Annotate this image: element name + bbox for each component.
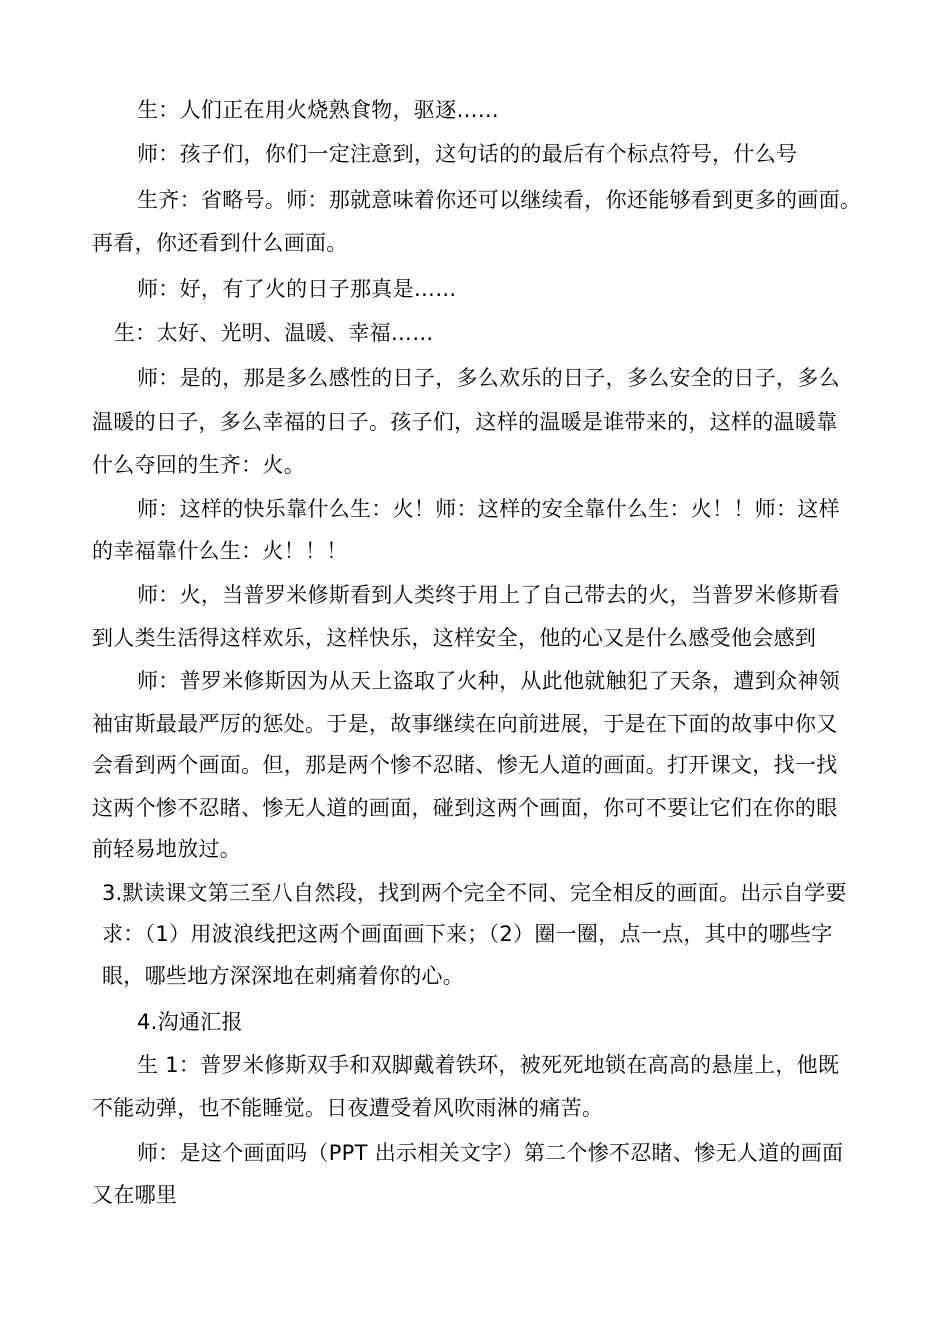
text-line: 师：普罗米修斯因为从天上盗取了火种，从此他就触犯了天条，遭到众神领 [137, 669, 840, 693]
text-line: 师：孩子们，你们一定注意到，这句话的的最后有个标点符号，什么号 [137, 142, 798, 166]
text-line: 袖宙斯最最严厉的惩处。于是，故事继续在向前进展，于是在下面的故事中你又 [92, 712, 838, 736]
text-line: 的幸福靠什么生：火！！！ [92, 539, 348, 563]
text-line: 师：是的，那是多么感性的日子，多么欢乐的日子，多么安全的日子，多么 [137, 366, 840, 390]
text-line: 什么夺回的生齐：火。 [92, 453, 305, 477]
text-line: 4.沟通汇报 [137, 1010, 243, 1034]
text-line: 到人类生活得这样欢乐，这样快乐，这样安全，他的心又是什么感受他会感到 [92, 626, 817, 650]
text-line: 会看到两个画面。但，那是两个惨不忍睹、惨无人道的画面。打开课文，找一找 [92, 753, 838, 777]
text-line: 又在哪里 [92, 1183, 178, 1207]
text-line: 再看，你还看到什么画面。 [92, 231, 348, 255]
text-line: 生：人们正在用火烧熟食物，驱逐…… [137, 98, 500, 122]
text-line: 生 1：普罗米修斯双手和双脚戴着铁环，被死死地锁在高高的悬崖上，他既 [137, 1053, 840, 1077]
text-line: 不能动弹，也不能睡觉。日夜遭受着风吹雨淋的痛苦。 [92, 1096, 604, 1120]
text-line: 师：好，有了火的日子那真是…… [137, 277, 457, 301]
text-line: 3.默读课文第三至八自然段，找到两个完全不同、完全相反的画面。出示自学要 [102, 881, 847, 905]
text-line: 前轻易地放过。 [92, 837, 242, 861]
text-line: 这两个惨不忍睹、惨无人道的画面，碰到这两个画面，你可不要让它们在你的眼 [92, 796, 838, 820]
text-line: 师：是这个画面吗（PPT 出示相关文字）第二个惨不忍睹、惨无人道的画面 [137, 1141, 844, 1165]
text-line: 师：这样的快乐靠什么生：火！师：这样的安全靠什么生：火！！师：这样 [137, 497, 840, 521]
text-line: 求：（1）用波浪线把这两个画面画下来；（2）圈一圈，点一点，其中的哪些字 [102, 922, 833, 946]
text-line: 温暖的日子，多么幸福的日子。孩子们，这样的温暖是谁带来的，这样的温暖靠 [92, 410, 838, 434]
text-line: 眼，哪些地方深深地在刺痛着你的心。 [102, 964, 465, 988]
text-line: 师：火，当普罗米修斯看到人类终于用上了自己带去的火，当普罗米修斯看 [137, 583, 840, 607]
text-line: 生齐：省略号。师：那就意味着你还可以继续看，你还能够看到更多的画面。 [137, 188, 862, 212]
text-line: 生：太好、光明、温暖、幸福…… [114, 321, 434, 345]
